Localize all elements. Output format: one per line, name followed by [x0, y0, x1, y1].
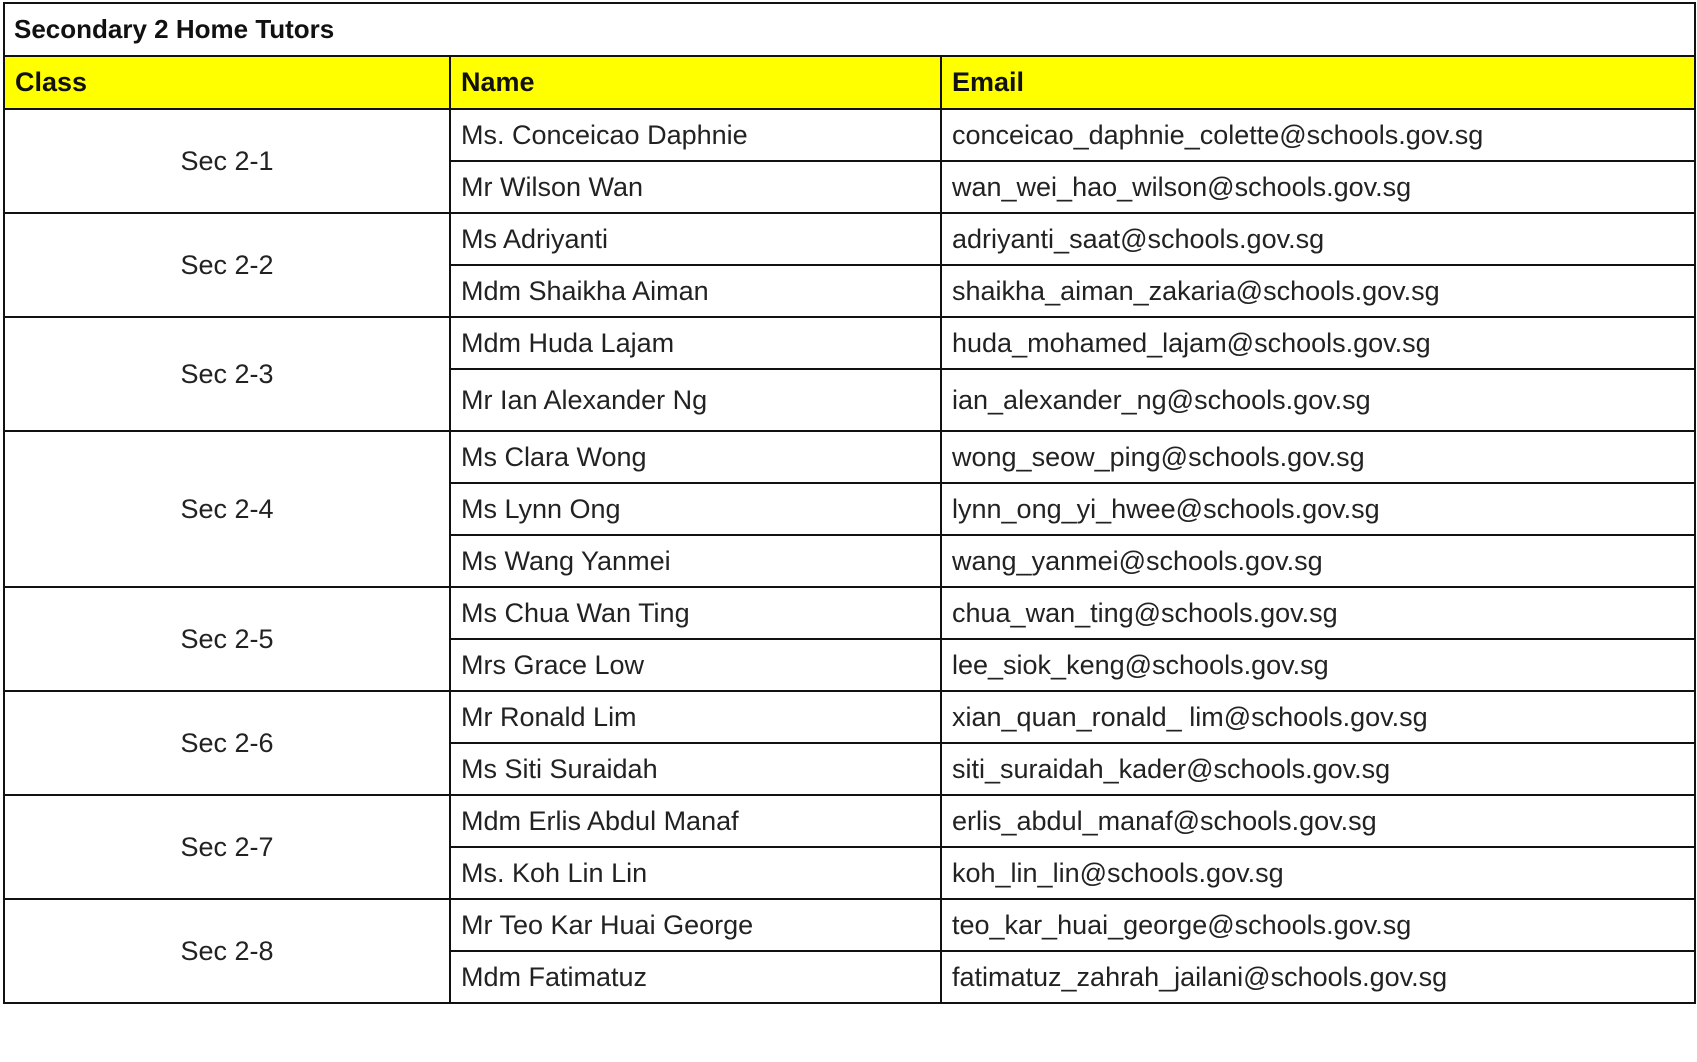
tutor-name-cell: Mr Wilson Wan [450, 161, 941, 213]
tutor-email-cell: huda_mohamed_lajam@schools.gov.sg [941, 317, 1695, 369]
class-cell: Sec 2-8 [4, 899, 450, 1003]
table-row [4, 317, 1695, 369]
tutor-name-cell: Ms. Conceicao Daphnie [450, 109, 941, 161]
tutor-email-cell: ian_alexander_ng@schools.gov.sg [941, 369, 1695, 431]
home-tutors-table [3, 2, 1696, 1004]
class-cell: Sec 2-1 [4, 109, 450, 213]
tutor-email-cell: teo_kar_huai_george@schools.gov.sg [941, 899, 1695, 951]
table-row [4, 109, 1695, 161]
tutor-email-cell: fatimatuz_zahrah_jailani@schools.gov.sg [941, 951, 1695, 1003]
tutor-email-cell: wong_seow_ping@schools.gov.sg [941, 431, 1695, 483]
column-header-class: Class [4, 56, 450, 109]
tutor-name-cell: Ms. Koh Lin Lin [450, 847, 941, 899]
tutor-name-cell: Mdm Fatimatuz [450, 951, 941, 1003]
tutor-name-cell: Mrs Grace Low [450, 639, 941, 691]
home-tutors-table-body [4, 3, 1695, 1003]
tutor-name-cell: Ms Clara Wong [450, 431, 941, 483]
tutor-name-cell: Ms Siti Suraidah [450, 743, 941, 795]
class-cell: Sec 2-3 [4, 317, 450, 431]
header-row [4, 56, 1695, 109]
tutor-email-cell: lynn_ong_yi_hwee@schools.gov.sg [941, 483, 1695, 535]
tutor-name-cell: Mr Teo Kar Huai George [450, 899, 941, 951]
tutor-email-cell: wang_yanmei@schools.gov.sg [941, 535, 1695, 587]
tutor-name-cell: Ms Chua Wan Ting [450, 587, 941, 639]
class-cell: Sec 2-2 [4, 213, 450, 317]
table-title: Secondary 2 Home Tutors [4, 3, 1695, 56]
class-cell: Sec 2-6 [4, 691, 450, 795]
tutor-email-cell: shaikha_aiman_zakaria@schools.gov.sg [941, 265, 1695, 317]
table-row [4, 213, 1695, 265]
table-row [4, 691, 1695, 743]
table-row [4, 431, 1695, 483]
tutor-name-cell: Ms Lynn Ong [450, 483, 941, 535]
table-row [4, 795, 1695, 847]
class-cell: Sec 2-4 [4, 431, 450, 587]
column-header-email: Email [941, 56, 1695, 109]
tutor-email-cell: siti_suraidah_kader@schools.gov.sg [941, 743, 1695, 795]
tutor-name-cell: Mdm Huda Lajam [450, 317, 941, 369]
table-row [4, 899, 1695, 951]
tutor-email-cell: xian_quan_ronald_ lim@schools.gov.sg [941, 691, 1695, 743]
class-cell: Sec 2-5 [4, 587, 450, 691]
tutor-email-cell: lee_siok_keng@schools.gov.sg [941, 639, 1695, 691]
table-row [4, 587, 1695, 639]
tutor-name-cell: Ms Adriyanti [450, 213, 941, 265]
tutor-email-cell: wan_wei_hao_wilson@schools.gov.sg [941, 161, 1695, 213]
tutor-name-cell: Mr Ian Alexander Ng [450, 369, 941, 431]
tutor-email-cell: koh_lin_lin@schools.gov.sg [941, 847, 1695, 899]
class-cell: Sec 2-7 [4, 795, 450, 899]
tutor-email-cell: conceicao_daphnie_colette@schools.gov.sg [941, 109, 1695, 161]
tutor-name-cell: Ms Wang Yanmei [450, 535, 941, 587]
tutor-name-cell: Mr Ronald Lim [450, 691, 941, 743]
tutor-name-cell: Mdm Shaikha Aiman [450, 265, 941, 317]
title-row [4, 3, 1695, 56]
tutor-email-cell: erlis_abdul_manaf@schools.gov.sg [941, 795, 1695, 847]
column-header-name: Name [450, 56, 941, 109]
tutor-email-cell: chua_wan_ting@schools.gov.sg [941, 587, 1695, 639]
tutor-name-cell: Mdm Erlis Abdul Manaf [450, 795, 941, 847]
tutor-email-cell: adriyanti_saat@schools.gov.sg [941, 213, 1695, 265]
